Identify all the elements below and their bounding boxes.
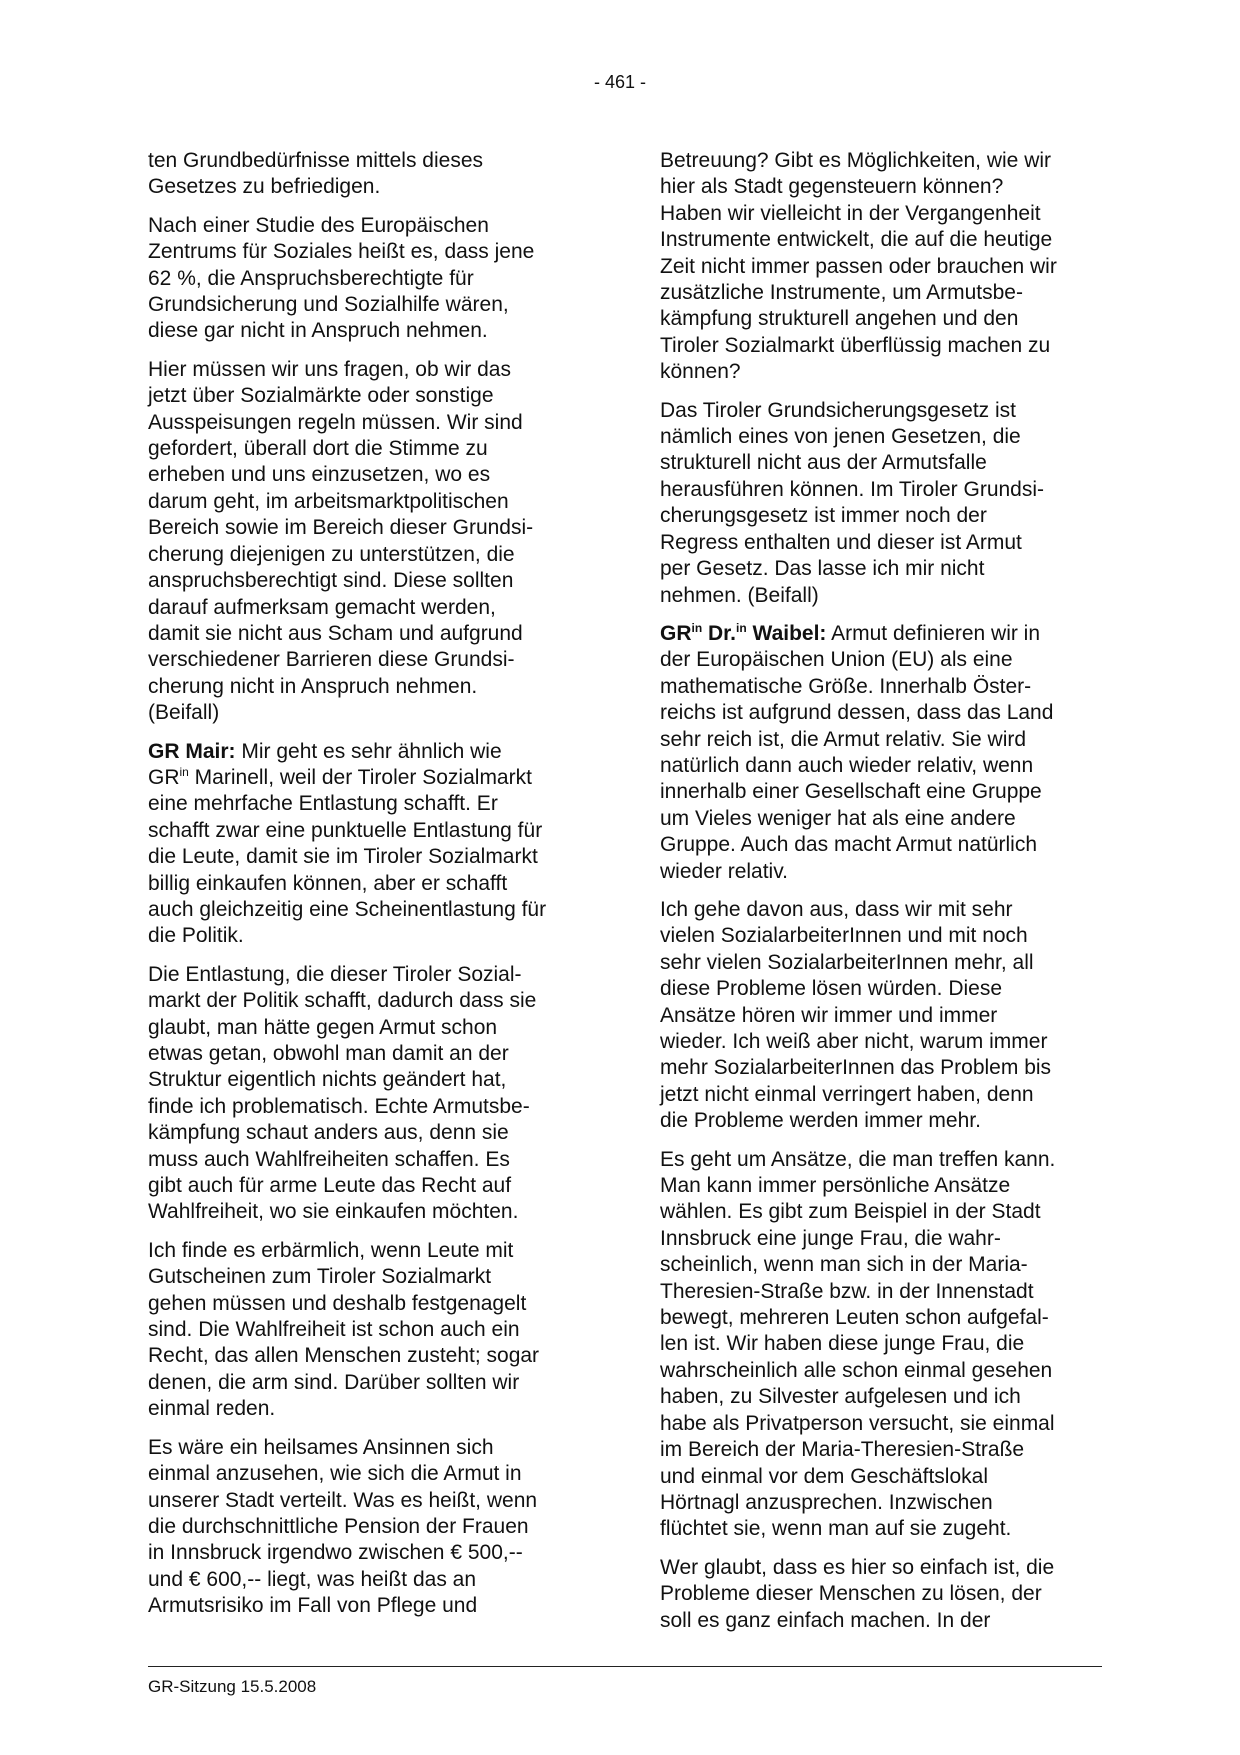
- text-line: damit sie nicht aus Scham und aufgrund: [148, 621, 523, 645]
- speech-waibel: [660, 621, 1100, 885]
- paragraph: [148, 1435, 588, 1620]
- text-line: und € 600,-- liegt, was heißt das an: [148, 1567, 477, 1591]
- text-line: Haben wir vielleicht in der Vergangenheit: [660, 201, 1041, 225]
- text-line: auch gleichzeitig eine Scheinentlastung für: [148, 897, 547, 921]
- text-line: einmal anzusehen, wie sich die Armut in: [148, 1462, 522, 1486]
- paragraph: [660, 398, 1100, 609]
- speech-first-line: $GR^{in}$ Dr.$^{in}$ Waibel: Armut definieren wir in: [660, 620, 1041, 645]
- text-line: per Gesetz. Das lasse ich mir nicht: [660, 557, 985, 581]
- text-line: Gutscheinen zum Tiroler Sozialmarkt: [148, 1265, 492, 1289]
- text-line: sind. Die Wahlfreiheit ist schon auch ein: [148, 1318, 520, 1342]
- text-line: wieder relativ.: [660, 859, 788, 883]
- text-line: etwas getan, obwohl man damit an der: [148, 1042, 509, 1065]
- text-line: zusätzliche Instrumente, um Armutsbe-: [660, 281, 1023, 305]
- text-line: Ausspeisungen regeln müssen. Wir sind: [148, 410, 523, 434]
- text-line: vielen SozialarbeiterInnen und mit noch: [660, 924, 1028, 948]
- text-line: Betreuung? Gibt es Möglichkeiten, wie wir: [660, 149, 1052, 172]
- text-line: bewegt, mehreren Leuten schon aufgefal-: [660, 1306, 1049, 1330]
- page-number: - 461 -: [593, 72, 647, 92]
- text-line: um Vieles weniger hat als eine andere: [660, 806, 1016, 830]
- text-line: habe als Privatperson versucht, sie einmal: [660, 1411, 1055, 1435]
- paragraph: [148, 1238, 588, 1423]
- text-line: hier als Stadt gegensteuern können?: [660, 175, 1004, 199]
- text-line: natürlich dann auch wieder relativ, wenn: [660, 753, 1034, 777]
- text-line: Gesetzes zu befriedigen.: [148, 175, 381, 199]
- text-line: Recht, das allen Menschen zusteht; sogar: [148, 1344, 540, 1368]
- text-line: jetzt nicht einmal verringert haben, denn: [660, 1082, 1034, 1106]
- text-line: Wahlfreiheit, wo sie einkaufen möchten.: [148, 1200, 519, 1224]
- text-line: ten Grundbedürfnisse mittels dieses: [148, 149, 484, 172]
- text-line: Tiroler Sozialmarkt überflüssig machen zu: [660, 333, 1051, 357]
- text-line: in Innsbruck irgendwo zwischen € 500,--: [148, 1541, 523, 1565]
- text-line: haben, zu Silvester aufgelesen und ich: [660, 1385, 1021, 1409]
- text-line: markt der Politik schafft, dadurch dass sie: [148, 989, 537, 1013]
- right-column: [660, 148, 1100, 1646]
- text-line: sehr reich ist, die Armut relativ. Sie wird: [660, 727, 1027, 751]
- paragraph: [148, 962, 588, 1226]
- text-line: wahrscheinlich alle schon einmal gesehen: [660, 1358, 1053, 1382]
- speech-first-line: GR Mair: Mir geht es sehr ähnlich wie: [148, 739, 502, 763]
- text-line: Regress enthalten und dieser ist Armut: [660, 530, 1022, 554]
- text-line: können?: [660, 360, 741, 384]
- text-line: finde ich problematisch. Echte Armutsbe-: [148, 1094, 530, 1118]
- paragraph: [148, 357, 588, 727]
- paragraph: [660, 1555, 1100, 1634]
- speech-second-line: $GR^{in}$ Marinell, weil der Tiroler Sozialmarkt: [148, 764, 532, 789]
- paragraph: [148, 148, 588, 201]
- text-line: gehen müssen und deshalb festgenagelt: [148, 1291, 527, 1315]
- left-column: [148, 148, 588, 1632]
- text-line: erheben und uns einzusetzen, wo es: [148, 463, 491, 487]
- text-line: Grundsicherung und Sozialhilfe wären,: [148, 293, 509, 317]
- text-line: nehmen. (Beifall): [660, 583, 819, 607]
- text-line: Es geht um Ansätze, die man treffen kann.: [660, 1147, 1056, 1171]
- text-line: cherungsgesetz ist immer noch der: [660, 504, 987, 528]
- text-line: diese gar nicht in Anspruch nehmen.: [148, 319, 488, 343]
- text-line: die Leute, damit sie im Tiroler Sozialmarkt: [148, 845, 538, 869]
- text-line: wieder. Ich weiß aber nicht, warum immer: [660, 1030, 1048, 1053]
- text-line: eine mehrfache Entlastung schafft. Er: [148, 792, 498, 816]
- text-line: diese Probleme lösen würden. Diese: [660, 977, 1003, 1001]
- speech-body: [660, 647, 1100, 885]
- text-line: einmal reden.: [148, 1397, 276, 1421]
- text-line: kämpfung schaut anders aus, denn sie: [148, 1121, 509, 1145]
- text-line: Theresien-Straße bzw. in der Innenstadt: [660, 1279, 1034, 1303]
- text-line: anspruchsberechtigt sind. Diese sollten: [148, 569, 514, 593]
- text-line: im Bereich der Maria-Theresien-Straße: [660, 1438, 1025, 1462]
- text-line: flüchtet sie, wenn man auf sie zugeht.: [660, 1517, 1012, 1541]
- text-line: Ansätze hören wir immer und immer: [660, 1003, 998, 1027]
- text-line: denen, die arm sind. Darüber sollten wir: [148, 1370, 520, 1394]
- text-line: Armutsrisiko im Fall von Pflege und: [148, 1594, 478, 1618]
- text-line: Ich gehe davon aus, dass wir mit sehr: [660, 897, 1013, 921]
- text-line: die Politik.: [148, 924, 244, 948]
- text-line: cherung diejenigen zu unterstützen, die: [148, 542, 515, 566]
- text-line: herausführen können. Im Tiroler Grundsi-: [660, 477, 1045, 501]
- text-line: Nach einer Studie des Europäischen: [148, 213, 489, 237]
- text-line: len ist. Wir haben diese junge Frau, die: [660, 1332, 1025, 1356]
- text-line: verschiedener Barrieren diese Grundsi-: [148, 648, 515, 672]
- footer-session-date: GR-Sitzung 15.5.2008: [148, 1677, 317, 1696]
- text-line: Wer glaubt, dass es hier so einfach ist, die: [660, 1555, 1055, 1579]
- inline-speaker-reference: GR: [148, 765, 180, 789]
- text-line: Es wäre ein heilsames Ansinnen sich: [148, 1435, 494, 1459]
- paragraph: [660, 897, 1100, 1135]
- paragraph: [660, 148, 1100, 386]
- text-line: wählen. Es gibt zum Beispiel in der Stadt: [660, 1200, 1041, 1224]
- text-line: Die Entlastung, die dieser Tiroler Sozial-: [148, 962, 522, 986]
- text-line: Zeit nicht immer passen oder brauchen wir: [660, 254, 1057, 278]
- paragraph: [148, 213, 588, 345]
- text-line: Probleme dieser Menschen zu lösen, der: [660, 1582, 1042, 1606]
- text-line: 62 %, die Anspruchsberechtigte für: [148, 266, 474, 290]
- text-line: gefordert, überall dort die Stimme zu: [148, 437, 488, 461]
- text-line: Man kann immer persönliche Ansätze: [660, 1174, 1011, 1198]
- speaker-name-mair: GR Mair:: [148, 739, 236, 763]
- text-line: innerhalb einer Gesellschaft eine Gruppe: [660, 780, 1042, 804]
- text-line: glaubt, man hätte gegen Armut schon: [148, 1015, 498, 1039]
- text-line: billig einkaufen können, aber er schafft: [148, 871, 508, 895]
- text-line: die Probleme werden immer mehr.: [660, 1109, 981, 1133]
- text-line: Zentrums für Soziales heißt es, dass jene: [148, 240, 535, 264]
- text-line: Struktur eigentlich nichts geändert hat,: [148, 1068, 507, 1092]
- text-line: mathematische Größe. Innerhalb Öster-: [660, 674, 1032, 698]
- text-line: schafft zwar eine punktuelle Entlastung für: [148, 818, 543, 842]
- text-line: Das Tiroler Grundsicherungsgesetz ist: [660, 398, 1016, 422]
- footer-divider: [148, 1666, 1102, 1667]
- text-line: Instrumente entwickelt, die auf die heutige: [660, 228, 1053, 252]
- text-line: Hier müssen wir uns fragen, ob wir das: [148, 357, 511, 381]
- speaker-name-waibel: $GR^{in}$ Dr.$^{in}$ Waibel:: [660, 620, 827, 645]
- text-line: und einmal vor dem Geschäftslokal: [660, 1464, 988, 1488]
- text-line: reichs ist aufgrund dessen, dass das Land: [660, 701, 1054, 725]
- text-line: sehr vielen SozialarbeiterInnen mehr, all: [660, 950, 1034, 974]
- text-line: Gruppe. Auch das macht Armut natürlich: [660, 833, 1038, 857]
- speech-mair: [148, 739, 588, 950]
- text-line: Innsbruck eine junge Frau, die wahr-: [660, 1226, 1001, 1250]
- paragraph: [660, 1147, 1100, 1543]
- text-line: gibt auch für arme Leute das Recht auf: [148, 1174, 512, 1198]
- text-line: Bereich sowie im Bereich dieser Grundsi-: [148, 516, 534, 540]
- text-line: soll es ganz einfach machen. In der: [660, 1608, 991, 1632]
- text-line: (Beifall): [148, 701, 220, 725]
- text-line: strukturell nicht aus der Armutsfalle: [660, 451, 987, 475]
- text-line: kämpfung strukturell angehen und den: [660, 307, 1019, 331]
- text-line: cherung nicht in Anspruch nehmen.: [148, 674, 478, 698]
- text-line: muss auch Wahlfreiheiten schaffen. Es: [148, 1147, 510, 1171]
- text-line: jetzt über Sozialmärkte oder sonstige: [148, 384, 494, 408]
- text-line: darum geht, im arbeitsmarktpolitischen: [148, 489, 509, 513]
- text-line: die durchschnittliche Pension der Frauen: [148, 1514, 529, 1538]
- text-line: Ich finde es erbärmlich, wenn Leute mit: [148, 1238, 514, 1262]
- text-line: nämlich eines von jenen Gesetzen, die: [660, 425, 1021, 449]
- text-line: scheinlich, wenn man sich in der Maria-: [660, 1253, 1028, 1277]
- text-line: darauf aufmerksam gemacht werden,: [148, 595, 496, 619]
- text-line: unserer Stadt verteilt. Was es heißt, wenn: [148, 1488, 538, 1512]
- text-line: Hörtnagl anzusprechen. Inzwischen: [660, 1490, 993, 1514]
- text-line: mehr SozialarbeiterInnen das Problem bis: [660, 1056, 1052, 1080]
- text-line: der Europäischen Union (EU) als eine: [660, 648, 1013, 672]
- speech-body: [148, 791, 588, 949]
